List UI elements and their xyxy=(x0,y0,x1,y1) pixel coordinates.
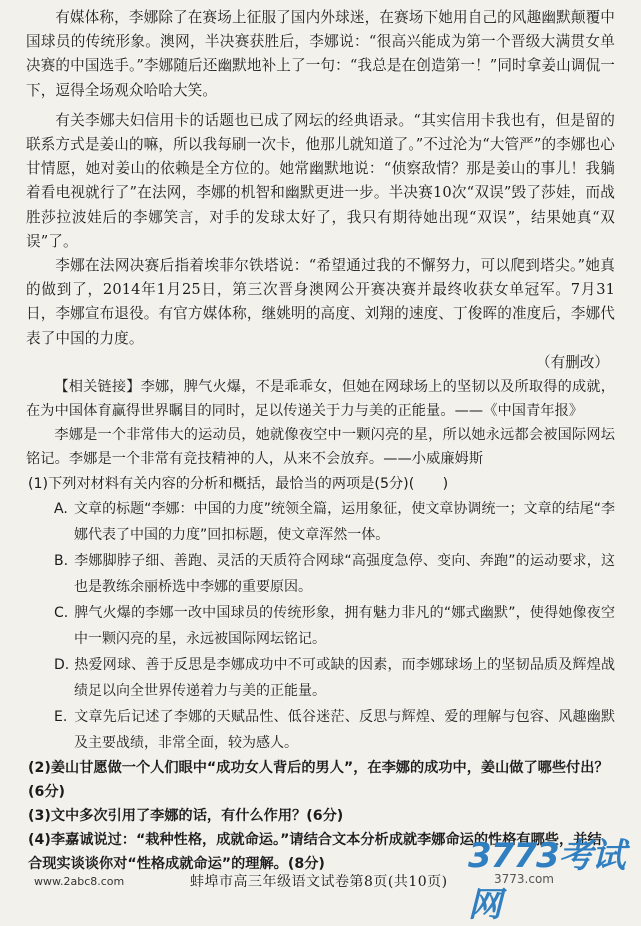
option-text: 脾气火爆的李娜一改中国球员的传统形象，拥有魅力非凡的“娜式幽默”，使得她像夜空中一颗闪亮的星，永远被国际网坛铭记。 xyxy=(74,604,615,647)
page-footer xyxy=(0,869,641,893)
option-letter: B. xyxy=(54,552,69,569)
option-text: 热爱网球、善于反思是李娜成功中不可或缺的因素，而李娜球场上的坚韧品质及辉煌战绩足以向全世界传递着力与美的正能量。 xyxy=(74,656,615,699)
option-letter: D. xyxy=(54,656,70,673)
passage-paragraph-2: 有关李娜夫妇信用卡的话题也已成了网坛的经典语录。“其实信用卡我也有，但是留的联系方式是姜山的嘛，所以我每刷一次卡，他那儿就知道了。”不过沦为“大管严”的李娜也心甘情愿，她对姜山的依赖是全方位的。她常幽默地说：“侦察敌情？那是姜山的事儿！我躺着看电视就行了”在法网，李娜的机智和幽默更进一步。半决赛10次“双误”毁了莎娃，而战胜莎拉波娃后的李娜笑言，对手的发球太好了，我只有期待她出现“双误”，结果她真“双误”了。 xyxy=(26,111,615,250)
passage-paragraph-3: 李娜在法网决赛后指着埃菲尔铁塔说：“希望通过我的不懈努力，可以爬到塔尖。”她真的做到了，2014年1月25日，第三次晋身澳网公开赛决赛并最终收获女单冠军。7月31日，李娜宣布退役。有官方媒体称，继姚明的高度、刘翔的速度、丁俊晖的准度后，李娜代表了中国的力度。 xyxy=(26,257,615,347)
watermark-brand: 3773考试网 xyxy=(468,836,625,925)
option-a xyxy=(26,496,615,548)
option-text: 文章的标题“李娜：中国的力度”统领全篇，运用象征，使文章协调统一；文章的结尾“李娜代表了中国的力度”回扣标题，使文章浑然一体。 xyxy=(74,500,615,543)
option-letter: E. xyxy=(54,708,68,725)
question-2: (2)姜山甘愿做一个人们眼中“成功女人背后的男人”，在李娜的成功中，姜山做了哪些付出？(6分) xyxy=(28,759,609,800)
question-4: (4)李嘉诚说过：“栽种性格，成就命运。”请结合文本分析成就李娜命运的性格有哪些，并结合现实谈谈你对“性格成就命运”的理解。(8分) xyxy=(28,831,602,872)
watermark-url: 3773.com xyxy=(494,872,554,886)
passage-paragraph-1: 有媒体称，李娜除了在赛场上征服了国内外球迷，在赛场下她用自己的风趣幽默颠覆中国球员的传统形象。澳网，半决赛获胜后，李娜说：“很高兴能成为第一个晋级大满贯女单决赛的中国选手。”李娜随后还幽默地补上了一句：“我总是在创造第一！”同时拿姜山调侃一下，逗得全场观众哈哈大笑。 xyxy=(26,9,615,99)
option-letter: C. xyxy=(54,604,69,621)
source-note: （有删改） xyxy=(536,353,609,371)
option-b xyxy=(26,548,615,600)
related-link-1: 【相关链接】李娜，脾气火爆，不是乖乖女，但她在网球场上的坚韧以及所取得的成就，在为中国体育赢得世界瞩目的同时，足以传递关于力与美的正能量。——《中国青年报》 xyxy=(26,378,615,420)
footer-url: www.2abc8.com xyxy=(34,875,125,888)
option-text: 李娜脚脖子细、善跑、灵活的天质符合网球“高强度急停、变向、奔跑”的运动要求，这也是教练余丽桥选中李娜的重要原因。 xyxy=(74,552,615,595)
option-d xyxy=(26,652,615,704)
related-link-2: 李娜是一个非常伟大的运动员，她就像夜空中一颗闪亮的星，所以她永远都会被国际网坛铭记。李娜是一个非常有竞技精神的人，从来不会放弃。——小威廉姆斯 xyxy=(26,427,615,468)
question-3: (3)文中多次引用了李娜的话，有什么作用？(6分) xyxy=(28,807,344,824)
option-text: 文章先后记述了李娜的天赋品性、低谷迷茫、反思与辉煌、爱的理解与包容、风趣幽默及主要战绩，非常全面，较为感人。 xyxy=(74,708,615,751)
option-c xyxy=(26,600,615,652)
question-1: (1)下列对材料有关内容的分析和概括，最恰当的两项是(5分)( ) xyxy=(28,475,449,492)
option-letter: A. xyxy=(54,500,68,517)
page-number-label: 蚌埠市高三年级语文试卷第8页(共10页) xyxy=(190,874,448,890)
option-e xyxy=(26,704,615,756)
